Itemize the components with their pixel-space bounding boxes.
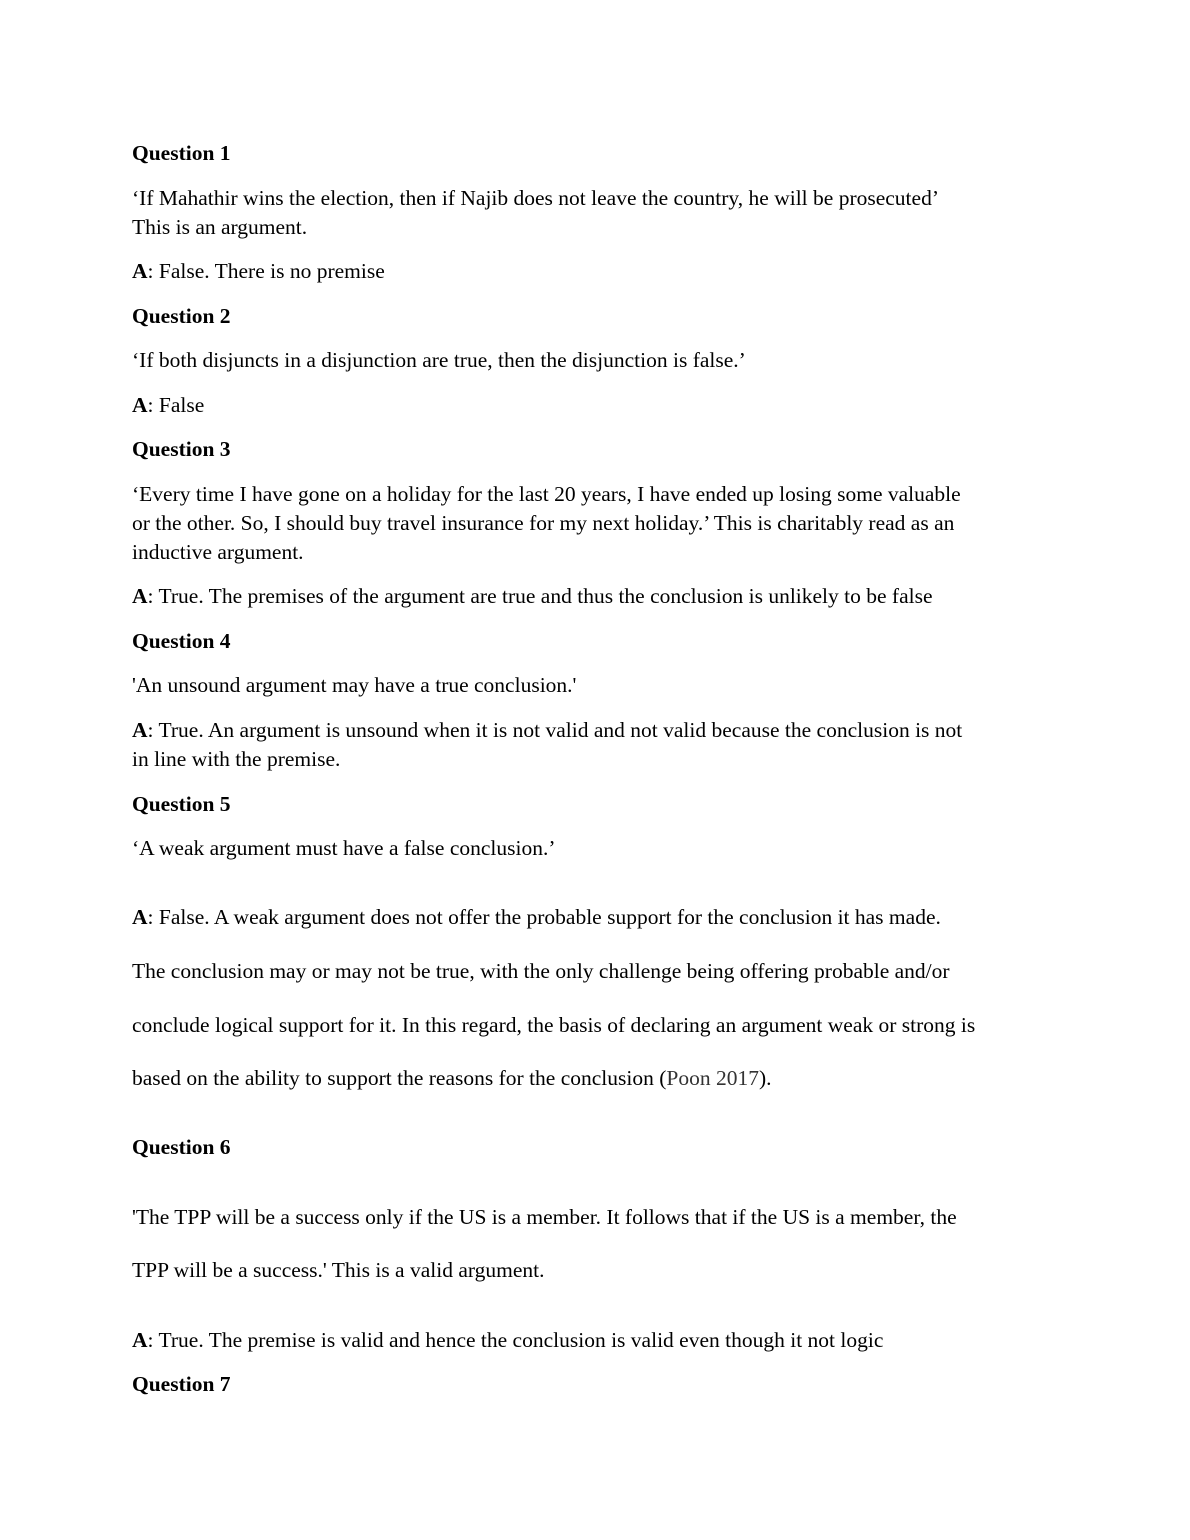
answer-label: A — [132, 718, 148, 742]
answer-label: A — [132, 1328, 148, 1352]
question-3-answer — [132, 582, 933, 611]
answer-text: : False. A weak argument does not offer the probable support for the conclusion it has made. — [147, 905, 941, 929]
answer-label: A — [132, 584, 148, 608]
question-6-heading: Question 6 — [132, 1135, 231, 1159]
question-2-answer — [132, 391, 204, 420]
question-2-heading: Question 2 — [132, 304, 231, 328]
question-1-answer — [132, 257, 385, 286]
question-3-prompt-line-3: inductive argument. — [132, 540, 304, 564]
answer-label: A — [132, 259, 148, 283]
question-3-prompt-line-1: ‘Every time I have gone on a holiday for the last 20 years, I have ended up losing some valuable — [132, 482, 961, 506]
question-1-heading: Question 1 — [132, 141, 231, 165]
answer-label: A — [132, 393, 148, 417]
answer-text: : True. The premise is valid and hence the conclusion is valid even though it not logic — [147, 1328, 884, 1352]
question-1-prompt-line-2: This is an argument. — [132, 215, 308, 239]
question-1-prompt-line-1: ‘If Mahathir wins the election, then if Najib does not leave the country, he will be prosecuted’ — [132, 186, 939, 210]
question-4-answer — [132, 716, 962, 745]
question-5-answer-continued-2: conclude logical support for it. In this regard, the basis of declaring an argument weak or strong is — [132, 1013, 976, 1037]
question-4-heading: Question 4 — [132, 629, 231, 653]
question-5-prompt-line-1: ‘A weak argument must have a false conclusion.’ — [132, 836, 556, 860]
question-5-answer-continued-1: The conclusion may or may not be true, with the only challenge being offering probable and/or — [132, 959, 950, 983]
question-4-answer-continued: in line with the premise. — [132, 747, 341, 771]
question-7-heading: Question 7 — [132, 1372, 231, 1396]
answer-text: : False. There is no premise — [147, 259, 385, 283]
citation-link: Poon 2017 — [666, 1066, 759, 1090]
question-6-prompt-line-2: TPP will be a success.' This is a valid argument. — [132, 1258, 545, 1282]
question-3-heading: Question 3 — [132, 437, 231, 461]
question-5-answer-continued-3 — [132, 1064, 772, 1093]
answer-text: based on the ability to support the reasons for the conclusion ( — [132, 1066, 667, 1090]
answer-text: : True. An argument is unsound when it is not valid and not valid because the conclusion is not — [147, 718, 963, 742]
question-6-answer — [132, 1326, 883, 1355]
answer-label: A — [132, 905, 148, 929]
question-4-prompt-line-1: 'An unsound argument may have a true conclusion.' — [132, 673, 577, 697]
answer-text: ). — [759, 1066, 772, 1090]
question-6-prompt-line-1: 'The TPP will be a success only if the US is a member. It follows that if the US is a member, the — [132, 1205, 957, 1229]
answer-text: : True. The premises of the argument are true and thus the conclusion is unlikely to be false — [147, 584, 933, 608]
answer-text: : False — [147, 393, 205, 417]
question-3-prompt-line-2: or the other. So, I should buy travel insurance for my next holiday.’ This is charitably read as an — [132, 511, 955, 535]
question-5-answer — [132, 903, 941, 932]
question-2-prompt-line-1: ‘If both disjuncts in a disjunction are true, then the disjunction is false.’ — [132, 348, 746, 372]
question-5-heading: Question 5 — [132, 792, 231, 816]
